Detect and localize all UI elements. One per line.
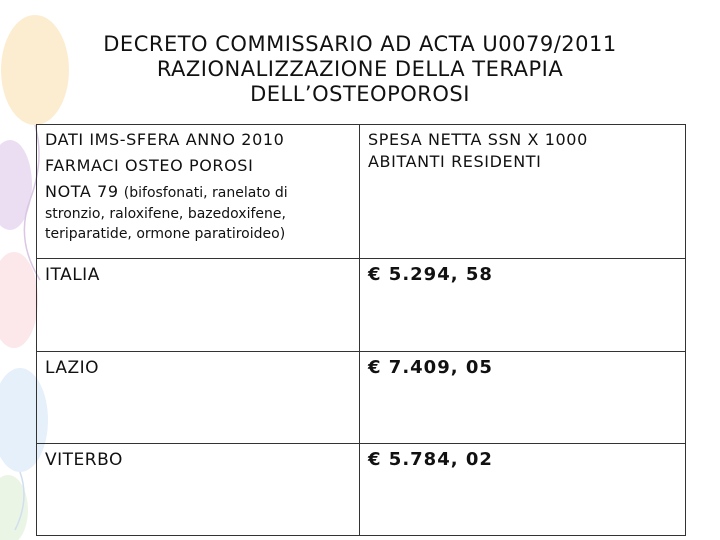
spend-value-cell: € 7.409, 05: [360, 351, 686, 443]
title-line-2: RAZIONALIZZAZIONE DELLA TERAPIA: [156, 57, 564, 81]
table-row: [37, 351, 686, 443]
table-row: [37, 443, 686, 535]
region-cell: VITERBO: [37, 443, 360, 535]
header-cell-source: [37, 125, 360, 259]
spend-value-cell: € 5.294, 58: [360, 259, 686, 351]
header-nota-detail: (bifosfonati, ranelato di: [123, 185, 288, 201]
header-source-line-4: stronzio, raloxifene, bazedoxifene,: [45, 206, 286, 222]
title-line-3: DELL’OSTEOPOROSI: [250, 82, 470, 106]
table-row: [37, 259, 686, 351]
region-cell: ITALIA: [37, 259, 360, 351]
header-spend-line-2: ABITANTI RESIDENTI: [368, 152, 542, 171]
header-cell-spend: [360, 125, 686, 259]
table-header-row: [37, 125, 686, 259]
spend-value-cell: € 5.784, 02: [360, 443, 686, 535]
page-title: [40, 32, 680, 107]
header-spend-line-1: SPESA NETTA SSN X 1000: [368, 130, 588, 149]
header-source-line-1: DATI IMS-SFERA ANNO 2010: [45, 130, 285, 149]
header-source-line-2: FARMACI OSTEO POROSI: [45, 156, 254, 175]
header-source-line-3: [45, 181, 351, 204]
data-table: [36, 124, 686, 536]
header-nota-label: NOTA 79: [45, 182, 119, 201]
header-source-line-5: teriparatide, ormone paratiroideo): [45, 226, 286, 242]
balloon-shape: [0, 140, 32, 230]
region-cell: LAZIO: [37, 351, 360, 443]
title-line-1: DECRETO COMMISSARIO AD ACTA U0079/2011: [103, 32, 617, 56]
